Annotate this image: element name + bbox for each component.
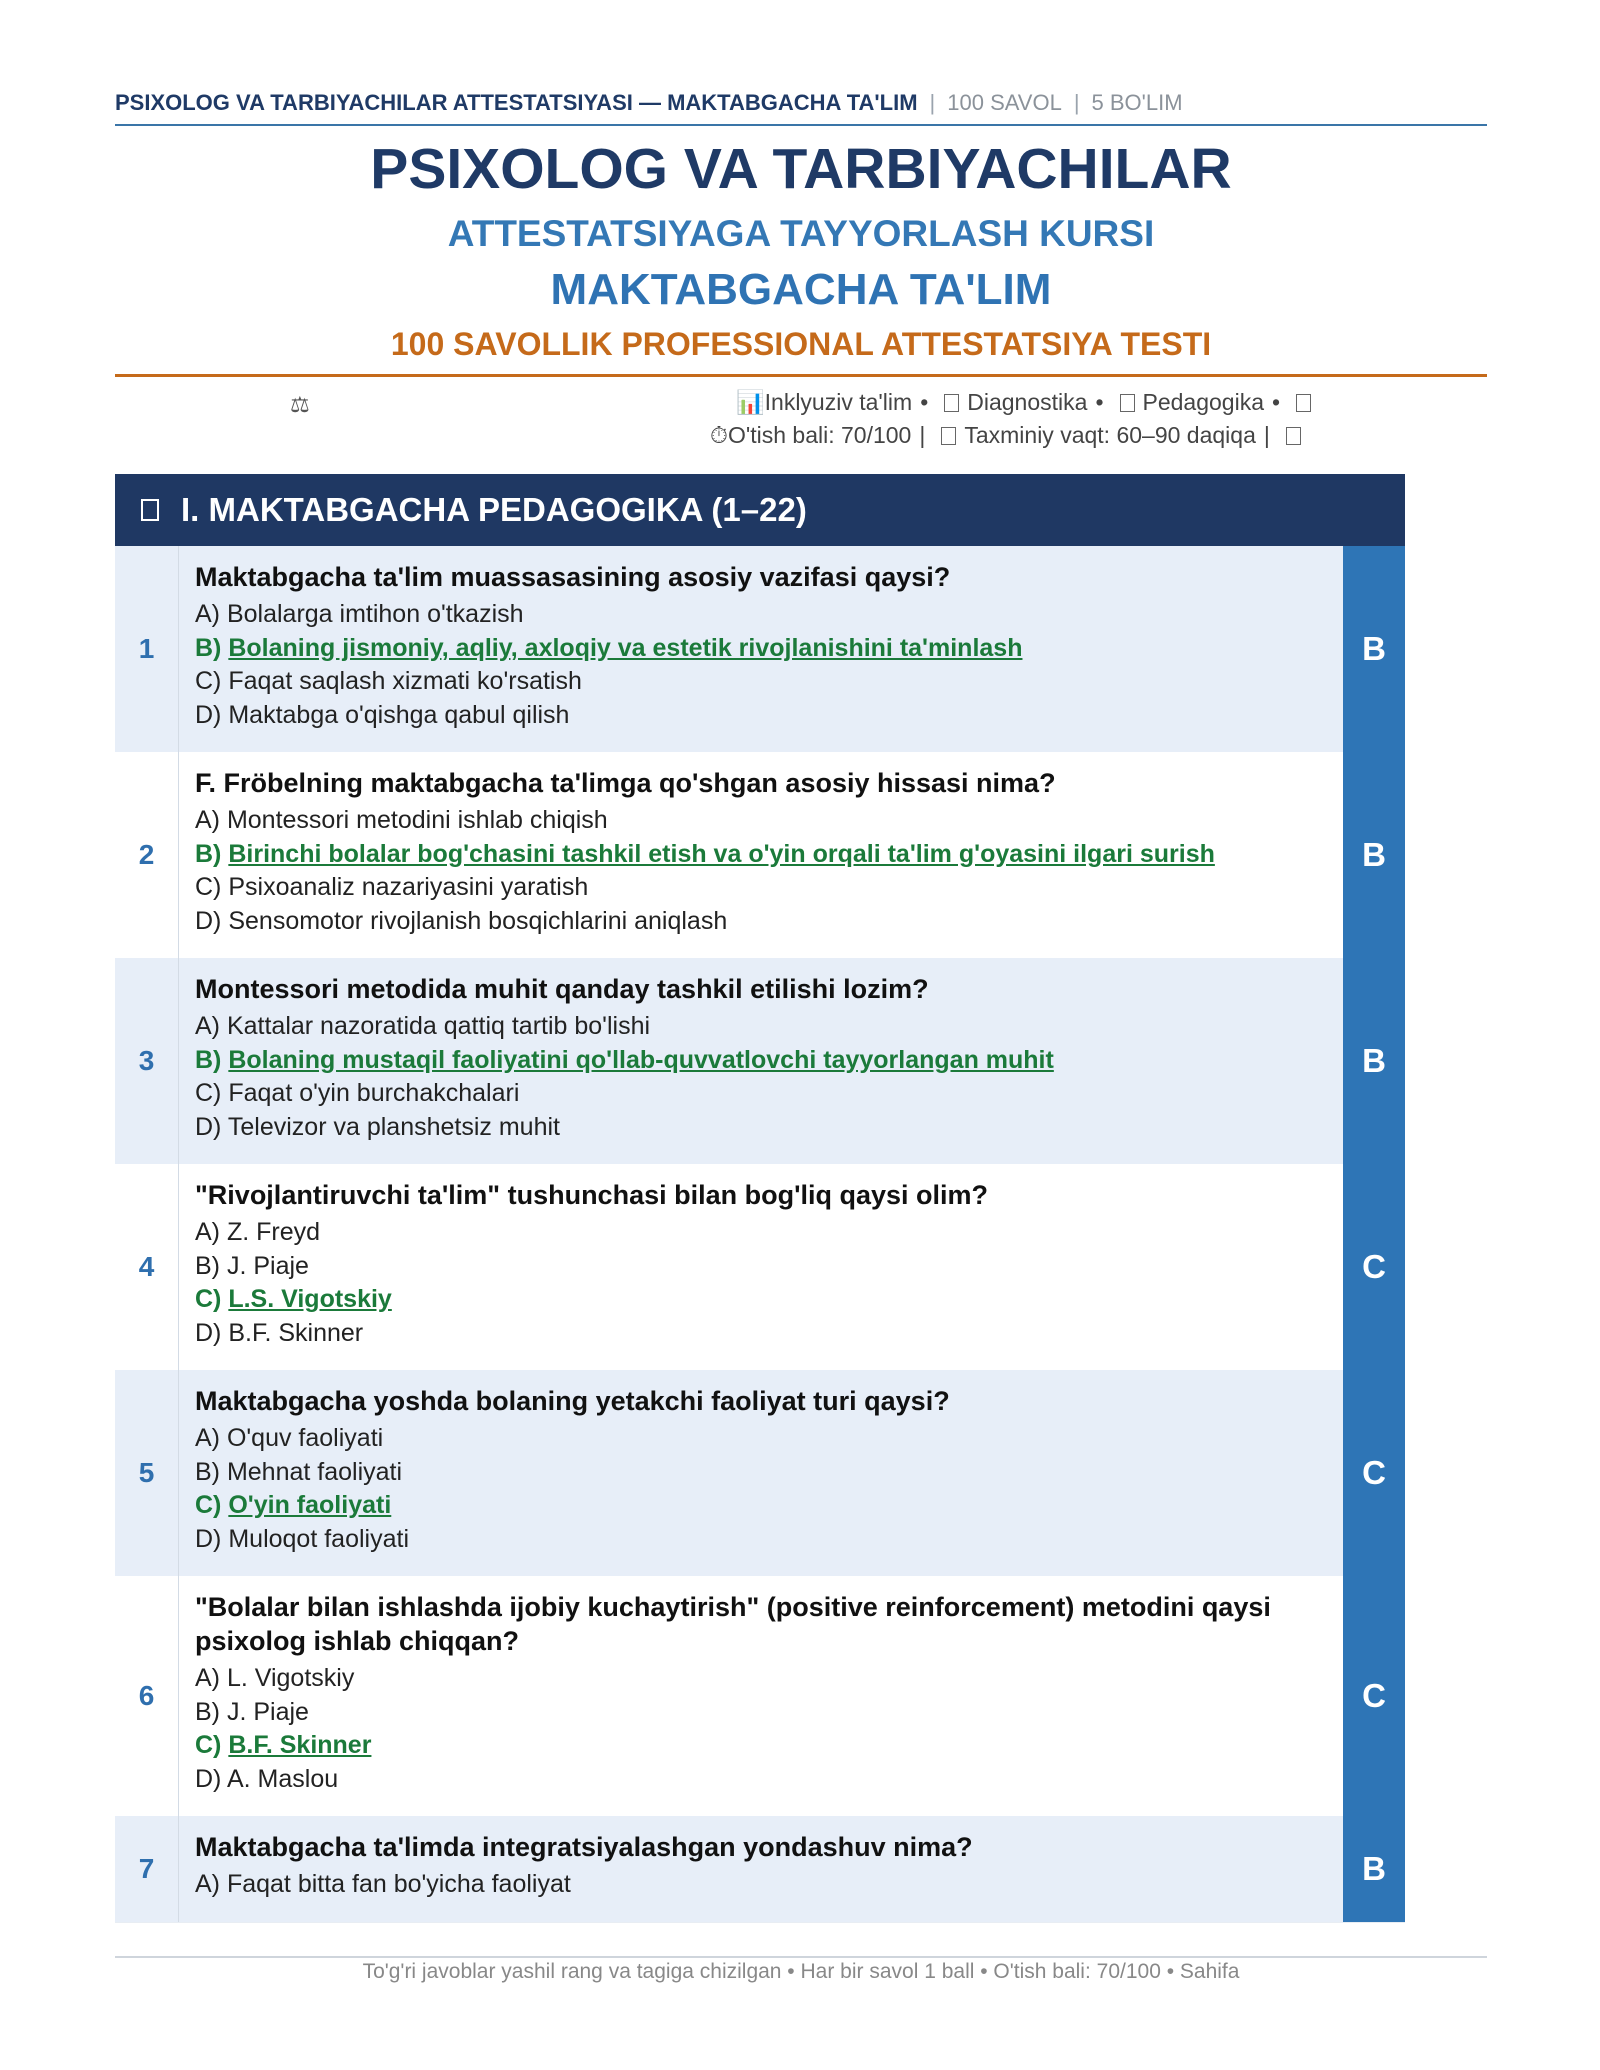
option-letter: A) (195, 1218, 220, 1246)
option-letter: C) (195, 1285, 222, 1313)
answer-option (195, 1868, 1335, 1902)
answer-option (195, 1662, 1335, 1696)
question-number: 3 (115, 958, 179, 1164)
answer-option (195, 1456, 1335, 1490)
question-number: 6 (115, 1576, 179, 1816)
topic-tags: 📊Inklyuziv ta'lim • Diagnostika • Pedagogika • (736, 389, 1319, 416)
tag: Inklyuziv ta'lim (764, 389, 913, 415)
option-text: Sensomotor rivojlanish bosqichlarini aniqlash (228, 906, 728, 935)
option-text: Muloqot faoliyati (228, 1524, 409, 1553)
main-title: PSIXOLOG VA TARBIYACHILAR (370, 137, 1232, 201)
option-text: B.F. Skinner (228, 1731, 372, 1759)
option-text: Bolaning mustaqil faoliyatini qo'llab-quvvatlovchi tayyorlangan muhit (228, 1045, 1054, 1074)
course-title: PSIXOLOG VA TARBIYACHILAR ATTESTATSIYASI — MAKTABGACHA TA'LIM (115, 90, 918, 115)
question-text: Maktabgacha yoshda bolaning yetakchi faoliyat turi qaysi? (195, 1386, 950, 1416)
answer-option (195, 699, 1335, 733)
field-title: MAKTABGACHA TA'LIM (550, 265, 1052, 314)
tag: Pedagogika (1142, 389, 1264, 415)
section-header (115, 474, 1405, 546)
question-text: Montessori metodida muhit qanday tashkil etilishi lozim? (195, 974, 929, 1004)
answer-option (195, 665, 1335, 699)
option-text: J. Piaje (226, 1697, 309, 1726)
question-number: 2 (115, 752, 179, 958)
question-text: "Bolalar bilan ishlashda ijobiy kuchaytirish" (positive reinforcement) metodini qaysi psixolog ishlab chiqqan? (195, 1592, 1271, 1656)
option-letter: A) (195, 600, 220, 628)
option-text: Bolalarga imtihon o'tkazish (226, 600, 524, 628)
question-body (195, 560, 1335, 732)
option-letter: B) (195, 633, 222, 662)
question-body (195, 766, 1335, 938)
question-text: "Rivojlantiruvchi ta'lim" tushunchasi bilan bog'liq qaysi olim? (195, 1180, 989, 1210)
option-text: Birinchi bolalar bog'chasini tashkil etish va o'yin orqali ta'lim g'oyasini ilgari surish (228, 839, 1215, 868)
option-text: Faqat saqlash xizmati ko'rsatish (228, 667, 582, 695)
answer-option (195, 1696, 1335, 1730)
option-text: Faqat bitta fan bo'yicha faoliyat (226, 1870, 571, 1898)
test-info: ⏱O'tish bali: 70/100 | Taxminiy vaqt: 60–90 daqiqa | (710, 422, 1309, 449)
answer-key: C (1343, 1370, 1405, 1576)
option-text: Kattalar nazoratida qattiq tartib bo'lishi (226, 1012, 651, 1040)
option-text: Z. Freyd (226, 1218, 321, 1246)
option-letter: B) (195, 1697, 220, 1726)
answer-option (195, 1317, 1335, 1351)
question-text: F. Fröbelning maktabgacha ta'limga qo'shgan asosiy hissasi nima? (195, 768, 1056, 798)
question-number: 1 (115, 546, 179, 752)
option-letter: B) (195, 1045, 222, 1074)
option-letter: A) (195, 1424, 220, 1452)
divider: | (1073, 90, 1080, 115)
correct-option (195, 632, 1335, 666)
answer-option (195, 1422, 1335, 1456)
option-text: Faqat o'yin burchakchalari (228, 1079, 520, 1107)
section-count: 5 BO'LIM (1091, 90, 1183, 115)
option-letter: B) (195, 839, 222, 868)
question-body (195, 1178, 1335, 1350)
option-letter: C) (195, 1079, 222, 1107)
box-icon (1286, 427, 1301, 445)
question-row (115, 1370, 1405, 1577)
question-row (115, 546, 1405, 753)
answer-option (195, 1077, 1335, 1111)
option-text: L.S. Vigotskiy (228, 1285, 392, 1313)
timer-icon: ⏱ (710, 422, 728, 448)
divider: | (929, 90, 936, 115)
pass-mark: O'tish bali: 70/100 (727, 422, 912, 448)
option-letter: D) (195, 1112, 222, 1141)
question-body (195, 1590, 1335, 1796)
option-letter: D) (195, 700, 222, 729)
question-row (115, 1816, 1405, 1923)
question-body (195, 1830, 1335, 1902)
option-letter: C) (195, 1731, 222, 1759)
box-icon (944, 394, 959, 412)
question-row (115, 958, 1405, 1165)
title-divider (115, 374, 1487, 377)
option-text: Bolaning jismoniy, aqliy, axloqiy va estetik rivojlanishini ta'minlash (228, 633, 1023, 662)
option-text: Televizor va planshetsiz muhit (227, 1112, 560, 1141)
option-text: O'quv faoliyati (226, 1424, 384, 1452)
duration: Taxminiy vaqt: 60–90 daqiqa (964, 422, 1256, 448)
question-row (115, 752, 1405, 959)
answer-key: B (1343, 958, 1405, 1164)
tag: Diagnostika (967, 389, 1088, 415)
answer-option (195, 905, 1335, 939)
option-letter: B) (195, 1251, 220, 1280)
question-row (115, 1164, 1405, 1371)
option-letter: C) (195, 667, 222, 695)
answer-option (195, 1216, 1335, 1250)
box-icon (1296, 394, 1311, 412)
answer-key: B (1343, 546, 1405, 752)
correct-option (195, 1283, 1335, 1317)
option-text: B.F. Skinner (228, 1318, 364, 1347)
question-number: 5 (115, 1370, 179, 1576)
running-header (115, 90, 1487, 126)
answer-key: B (1343, 1816, 1405, 1922)
option-text: L. Vigotskiy (226, 1664, 355, 1692)
option-letter: D) (195, 1764, 222, 1793)
chart-icon: 📊 (736, 389, 765, 415)
option-letter: D) (195, 1524, 222, 1553)
correct-option (195, 1044, 1335, 1078)
option-letter: A) (195, 1664, 220, 1692)
box-icon (941, 427, 956, 445)
page-footer: To'g'ri javoblar yashil rang va tagiga chizilgan • Har bir savol 1 ball • O'tish bali: 70/100 • Sahifa (362, 1960, 1240, 1983)
option-letter: D) (195, 1318, 222, 1347)
answer-key: C (1343, 1164, 1405, 1370)
option-letter: A) (195, 806, 220, 834)
option-text: Maktabga o'qishga qabul qilish (228, 700, 570, 729)
option-letter: A) (195, 1870, 220, 1898)
answer-option (195, 1010, 1335, 1044)
correct-option (195, 838, 1335, 872)
box-icon (141, 499, 159, 521)
question-count: 100 SAVOL (947, 90, 1062, 115)
box-icon (1120, 394, 1135, 412)
section-title: I. MAKTABGACHA PEDAGOGIKA (1–22) (181, 491, 807, 528)
answer-key: C (1343, 1576, 1405, 1816)
option-letter: D) (195, 906, 222, 935)
option-text: Psixoanaliz nazariyasini yaratish (228, 873, 589, 901)
question-body (195, 972, 1335, 1144)
answer-option (195, 598, 1335, 632)
option-text: O'yin faoliyati (228, 1491, 392, 1519)
scale-icon: ⚖ (290, 392, 310, 417)
option-letter: C) (195, 1491, 222, 1519)
question-number: 7 (115, 1816, 179, 1922)
footer-divider (115, 1956, 1487, 1958)
option-letter: C) (195, 873, 222, 901)
answer-key: B (1343, 752, 1405, 958)
answer-option (195, 871, 1335, 905)
question-row (115, 1576, 1405, 1817)
answer-option (195, 1523, 1335, 1557)
question-number: 4 (115, 1164, 179, 1370)
question-text: Maktabgacha ta'lim muassasasining asosiy vazifasi qaysi? (195, 562, 951, 592)
option-letter: A) (195, 1012, 220, 1040)
answer-option (195, 1250, 1335, 1284)
option-letter: B) (195, 1457, 220, 1486)
question-text: Maktabgacha ta'limda integratsiyalashgan yondashuv nima? (195, 1832, 973, 1862)
answer-option (195, 1111, 1335, 1145)
answer-option (195, 1763, 1335, 1797)
test-title: 100 SAVOLLIK PROFESSIONAL ATTESTATSIYA TESTI (390, 326, 1212, 362)
option-text: Montessori metodini ishlab chiqish (226, 806, 608, 834)
correct-option (195, 1489, 1335, 1523)
course-subtitle: ATTESTATSIYAGA TAYYORLASH KURSI (447, 213, 1155, 254)
option-text: A. Maslou (226, 1764, 339, 1793)
question-body (195, 1384, 1335, 1556)
correct-option (195, 1729, 1335, 1763)
option-text: J. Piaje (226, 1251, 309, 1280)
answer-option (195, 804, 1335, 838)
option-text: Mehnat faoliyati (226, 1457, 403, 1486)
